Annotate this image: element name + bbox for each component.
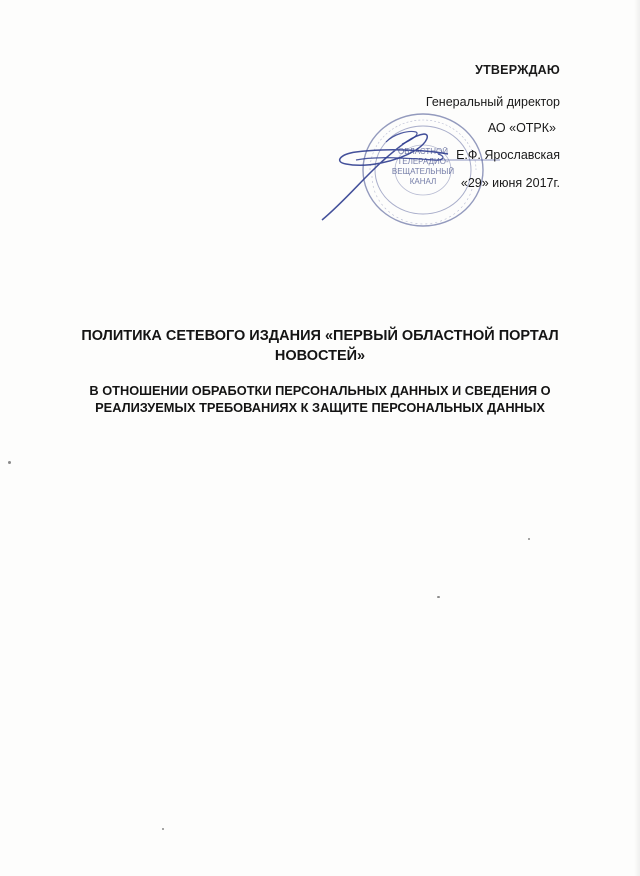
seal-text-line-2: ТЕЛЕРАДИО- [397, 157, 449, 166]
approval-block [340, 64, 560, 194]
scan-speck [8, 461, 11, 464]
director-name: Е.Ф. Ярославская [456, 148, 560, 162]
document-subtitle [40, 382, 600, 416]
document-subtitle-line-1: В ОТНОШЕНИИ ОБРАБОТКИ ПЕРСОНАЛЬНЫХ ДАННЫХ И СВЕДЕНИЯ О [89, 383, 551, 398]
approval-date: «29» июня 2017г. [460, 176, 560, 190]
document-subtitle-line-2: РЕАЛИЗУЕМЫХ ТРЕБОВАНИЯХ К ЗАЩИТЕ ПЕРСОНАЛЬНЫХ ДАННЫХ [95, 400, 545, 415]
scan-speck [528, 538, 530, 540]
approval-heading: УТВЕРЖДАЮ [475, 63, 560, 77]
seal-text-line-3: ВЕЩАТЕЛЬНЫЙ [391, 167, 455, 176]
seal-text-line-1: ОБЛАСТНОЙ [397, 147, 449, 156]
seal-text-line-4: КАНАЛ [409, 177, 437, 186]
company-name: АО «ОТРК» [487, 121, 556, 135]
director-position: Генеральный директор [425, 95, 560, 109]
document-title-line-1: ПОЛИТИКА СЕТЕВОГО ИЗДАНИЯ «ПЕРВЫЙ ОБЛАСТНОЙ ПОРТАЛ [81, 328, 559, 344]
scan-edge-shadow [634, 0, 640, 876]
document-title [40, 326, 600, 366]
scan-speck [162, 828, 164, 830]
document-title-line-2: НОВОСТЕЙ» [274, 348, 366, 364]
scan-speck [437, 596, 440, 598]
